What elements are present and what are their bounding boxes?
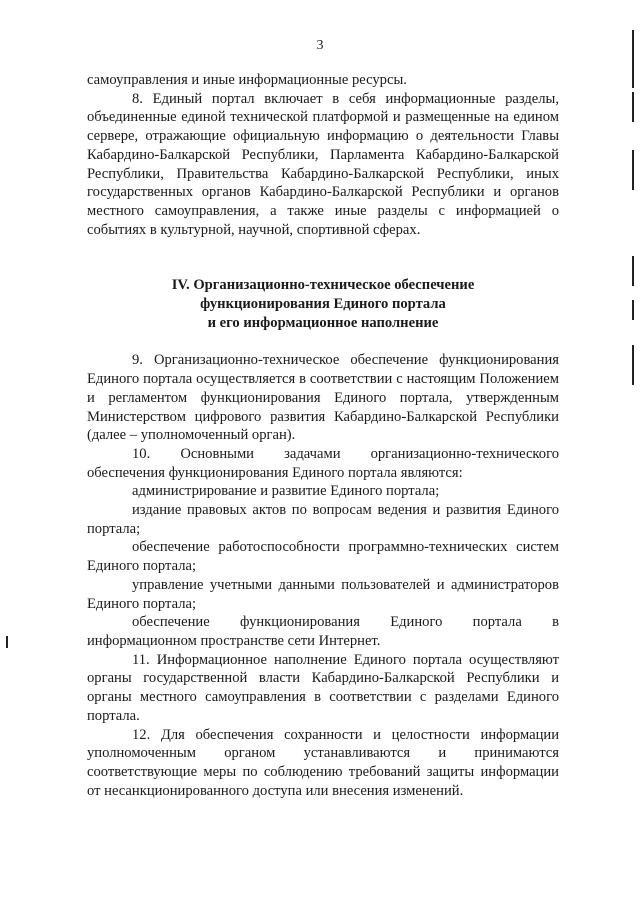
paragraph-12: 12. Для обеспечения сохранности и целостности информации уполномоченным органом устанавливаются и принимаются соответствующие меры по соблюдению требований защиты информации от несанкционированного доступа или внесения изменений. [87,726,559,799]
scan-edge-mark [632,256,634,286]
scan-edge-mark [632,300,634,320]
scan-edge-mark [632,150,634,190]
list-item: управление учетными данными пользователей и администраторов Единого портала; [87,576,559,612]
scan-edge-mark [632,345,634,385]
paragraph-8: 8. Единый портал включает в себя информационные разделы, объединенные единой технической платформой и размещенные на едином сервере, отражающие официальную информацию о деятельности Главы Кабардино-Балкарской Республики, Парламента Кабардино-Балкарской Республики, Правительства Кабардино-Балкарской Республики, иных государственных органов Кабардино-Балкарской Республики и органов местного самоуправления, а также иные разделы с информацией о событиях в культурной, научной, спортивной сферах. [87,90,559,238]
section-heading-line-3: и его информационное наполнение [207,314,439,331]
scan-edge-mark [632,92,634,122]
section-heading-line-2: функционирования Единого портала [200,296,446,313]
page-number: 3 [316,38,324,53]
scan-edge-mark [632,30,634,88]
document-body [87,71,559,800]
list-item: издание правовых актов по вопросам ведения и развития Единого портала; [87,502,559,537]
list-item: администрирование и развитие Единого портала; [132,483,440,500]
paragraph-continuation: самоуправления и иные информационные ресурсы. [87,72,407,88]
list-item: обеспечение функционирования Единого портала в информационном пространстве сети Интернет. [87,614,559,649]
paragraph-11: 11. Информационное наполнение Единого портала осуществляют органы государственной власти Кабардино-Балкарской Республики и органы местного самоуправления в соответствии с разделами Единого портала. [87,651,559,724]
list-item: обеспечение работоспособности программно-технических систем Единого портала; [87,539,559,575]
paragraph-10: 10. Основными задачами организационно-технического обеспечения функционирования Единого портала являются: [87,445,559,481]
section-heading [87,276,559,332]
paragraph-9: 9. Организационно-техническое обеспечение функционирования Единого портала осуществляется в соответствии с настоящим Положением и регламентом функционирования Единого портала, утвержденным Министерством цифрового развития Кабардино-Балкарской Республики (далее – уполномоченный орган). [87,352,559,444]
section-heading-line-1: IV. Организационно-техническое обеспечение [171,277,475,294]
scan-edge-mark [6,636,8,648]
